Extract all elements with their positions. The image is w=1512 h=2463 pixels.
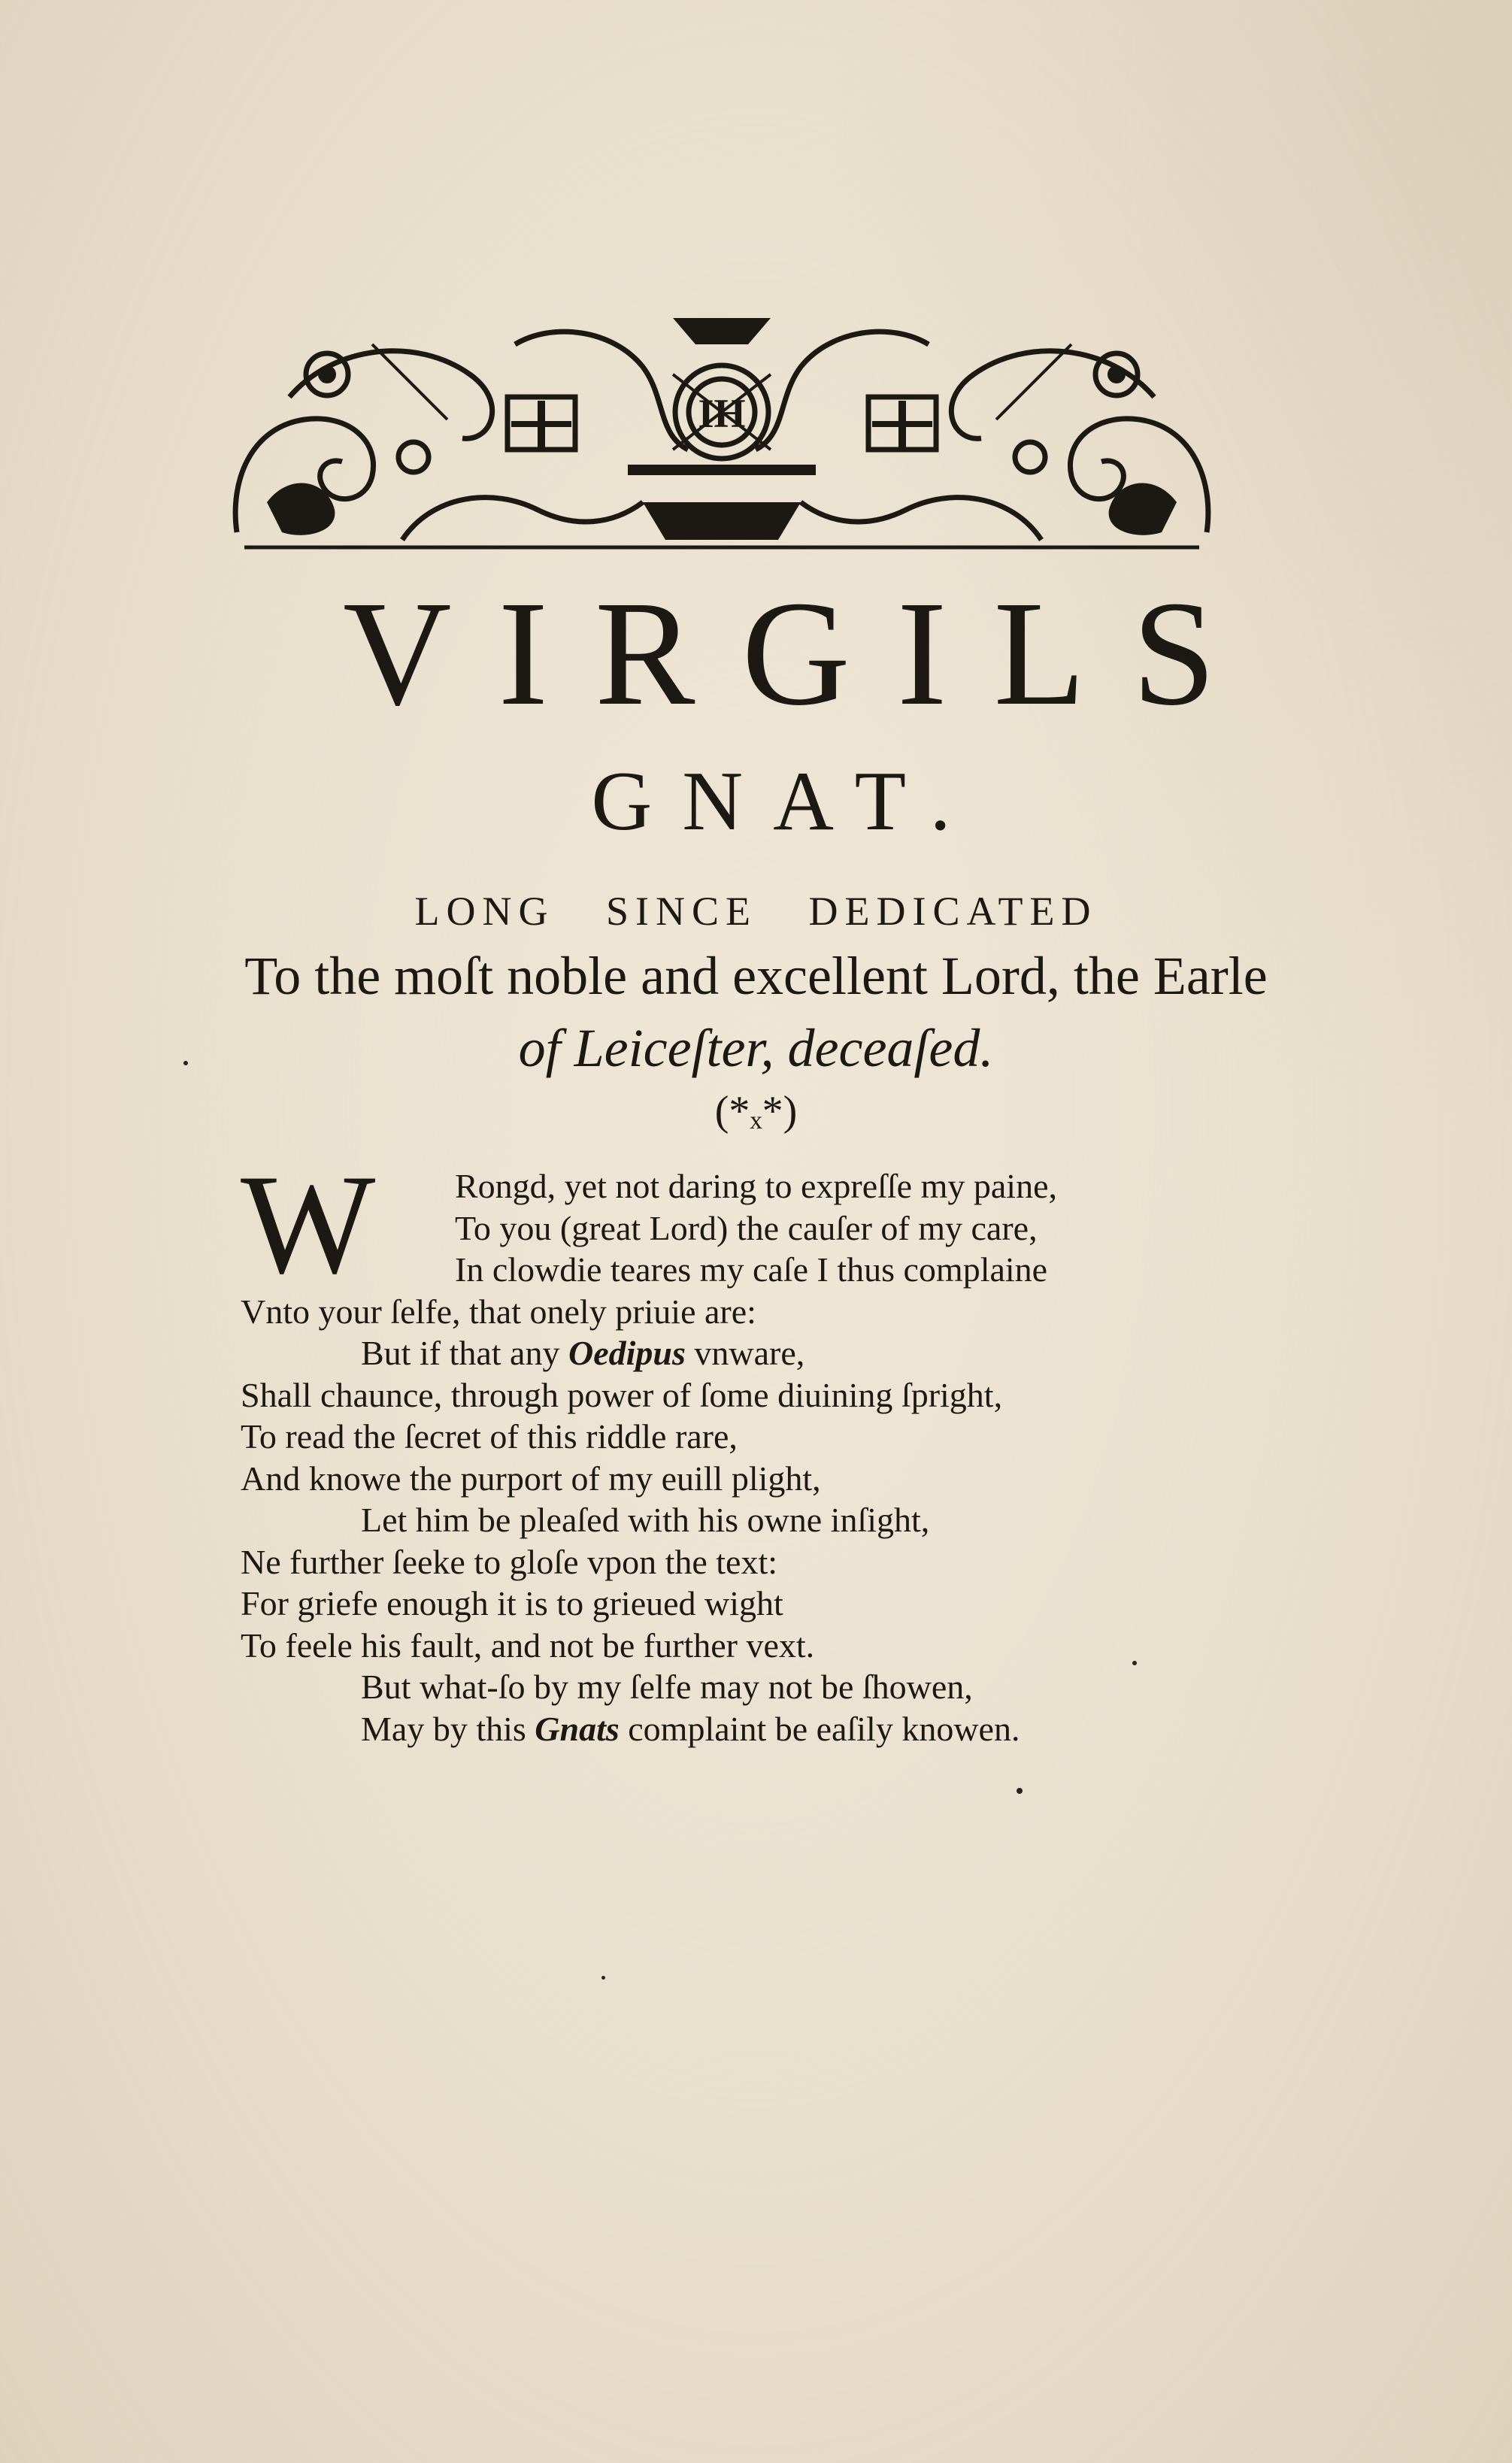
poem-line: Rongd, yet not daring to expreſſe my paine, — [455, 1167, 1057, 1205]
poem-line: To you (great Lord) the cauſer of my care, — [455, 1208, 1038, 1247]
ink-speck — [183, 1061, 188, 1065]
poem-line: Let him be pleaſed with his owne inſight, — [361, 1501, 930, 1539]
headpiece-ornament — [222, 314, 1222, 559]
drop-cap-initial: W — [241, 1146, 376, 1304]
poem-line: Shall chaunce, through power of ſome diuining ſpright, — [241, 1375, 1003, 1414]
poem-italic-word: Oedipus — [568, 1334, 686, 1372]
poem-line: To read the ſecret of this riddle rare, — [241, 1417, 738, 1456]
ink-speck — [601, 1976, 605, 1980]
poem-line: Vnto your ſelfe, that onely priuie are: — [241, 1292, 756, 1331]
title-virgils: VIRGILS — [343, 571, 1262, 737]
poem-line: And knowe the purport of my euill plight, — [241, 1459, 821, 1498]
dedication-line: To the moſt noble and excellent Lord, the Earle — [244, 946, 1268, 1006]
asterism: (*ₓ*) — [714, 1088, 798, 1135]
poem-line: In clowdie teares my caſe I thus complaine — [455, 1250, 1048, 1289]
poem-line-text: May by this — [361, 1709, 535, 1748]
poem-line: For griefe enough it is to grieued wight — [241, 1584, 783, 1622]
poem-line — [241, 1332, 1188, 1374]
title-gnat: GNAT. — [591, 755, 981, 848]
poem-line-text: vnware, — [685, 1334, 805, 1372]
poem-line — [241, 1708, 1188, 1750]
ornament-monogram: IH — [698, 391, 746, 436]
poem-line: But what-ſo by my ſelfe may not be ſhowen, — [361, 1668, 973, 1706]
poem-italic-word: Gnats — [535, 1709, 620, 1748]
poem-line: To feele his fault, and not be further vext. — [241, 1625, 815, 1665]
sonnet-poem — [241, 1146, 1188, 1750]
poem-line-text: complaint be eaſily knowen. — [619, 1709, 1020, 1748]
ink-speck — [1017, 1788, 1023, 1794]
poem-line-text: But if that any — [361, 1334, 568, 1372]
dedication-caps-line: LONG SINCE DEDICATED — [414, 889, 1098, 934]
ink-speck — [1132, 1661, 1137, 1665]
poem-line: Ne further ſeeke to gloſe vpon the text: — [241, 1542, 778, 1581]
dedication-italic-line: of Leiceſter, deceaſed. — [518, 1018, 994, 1078]
